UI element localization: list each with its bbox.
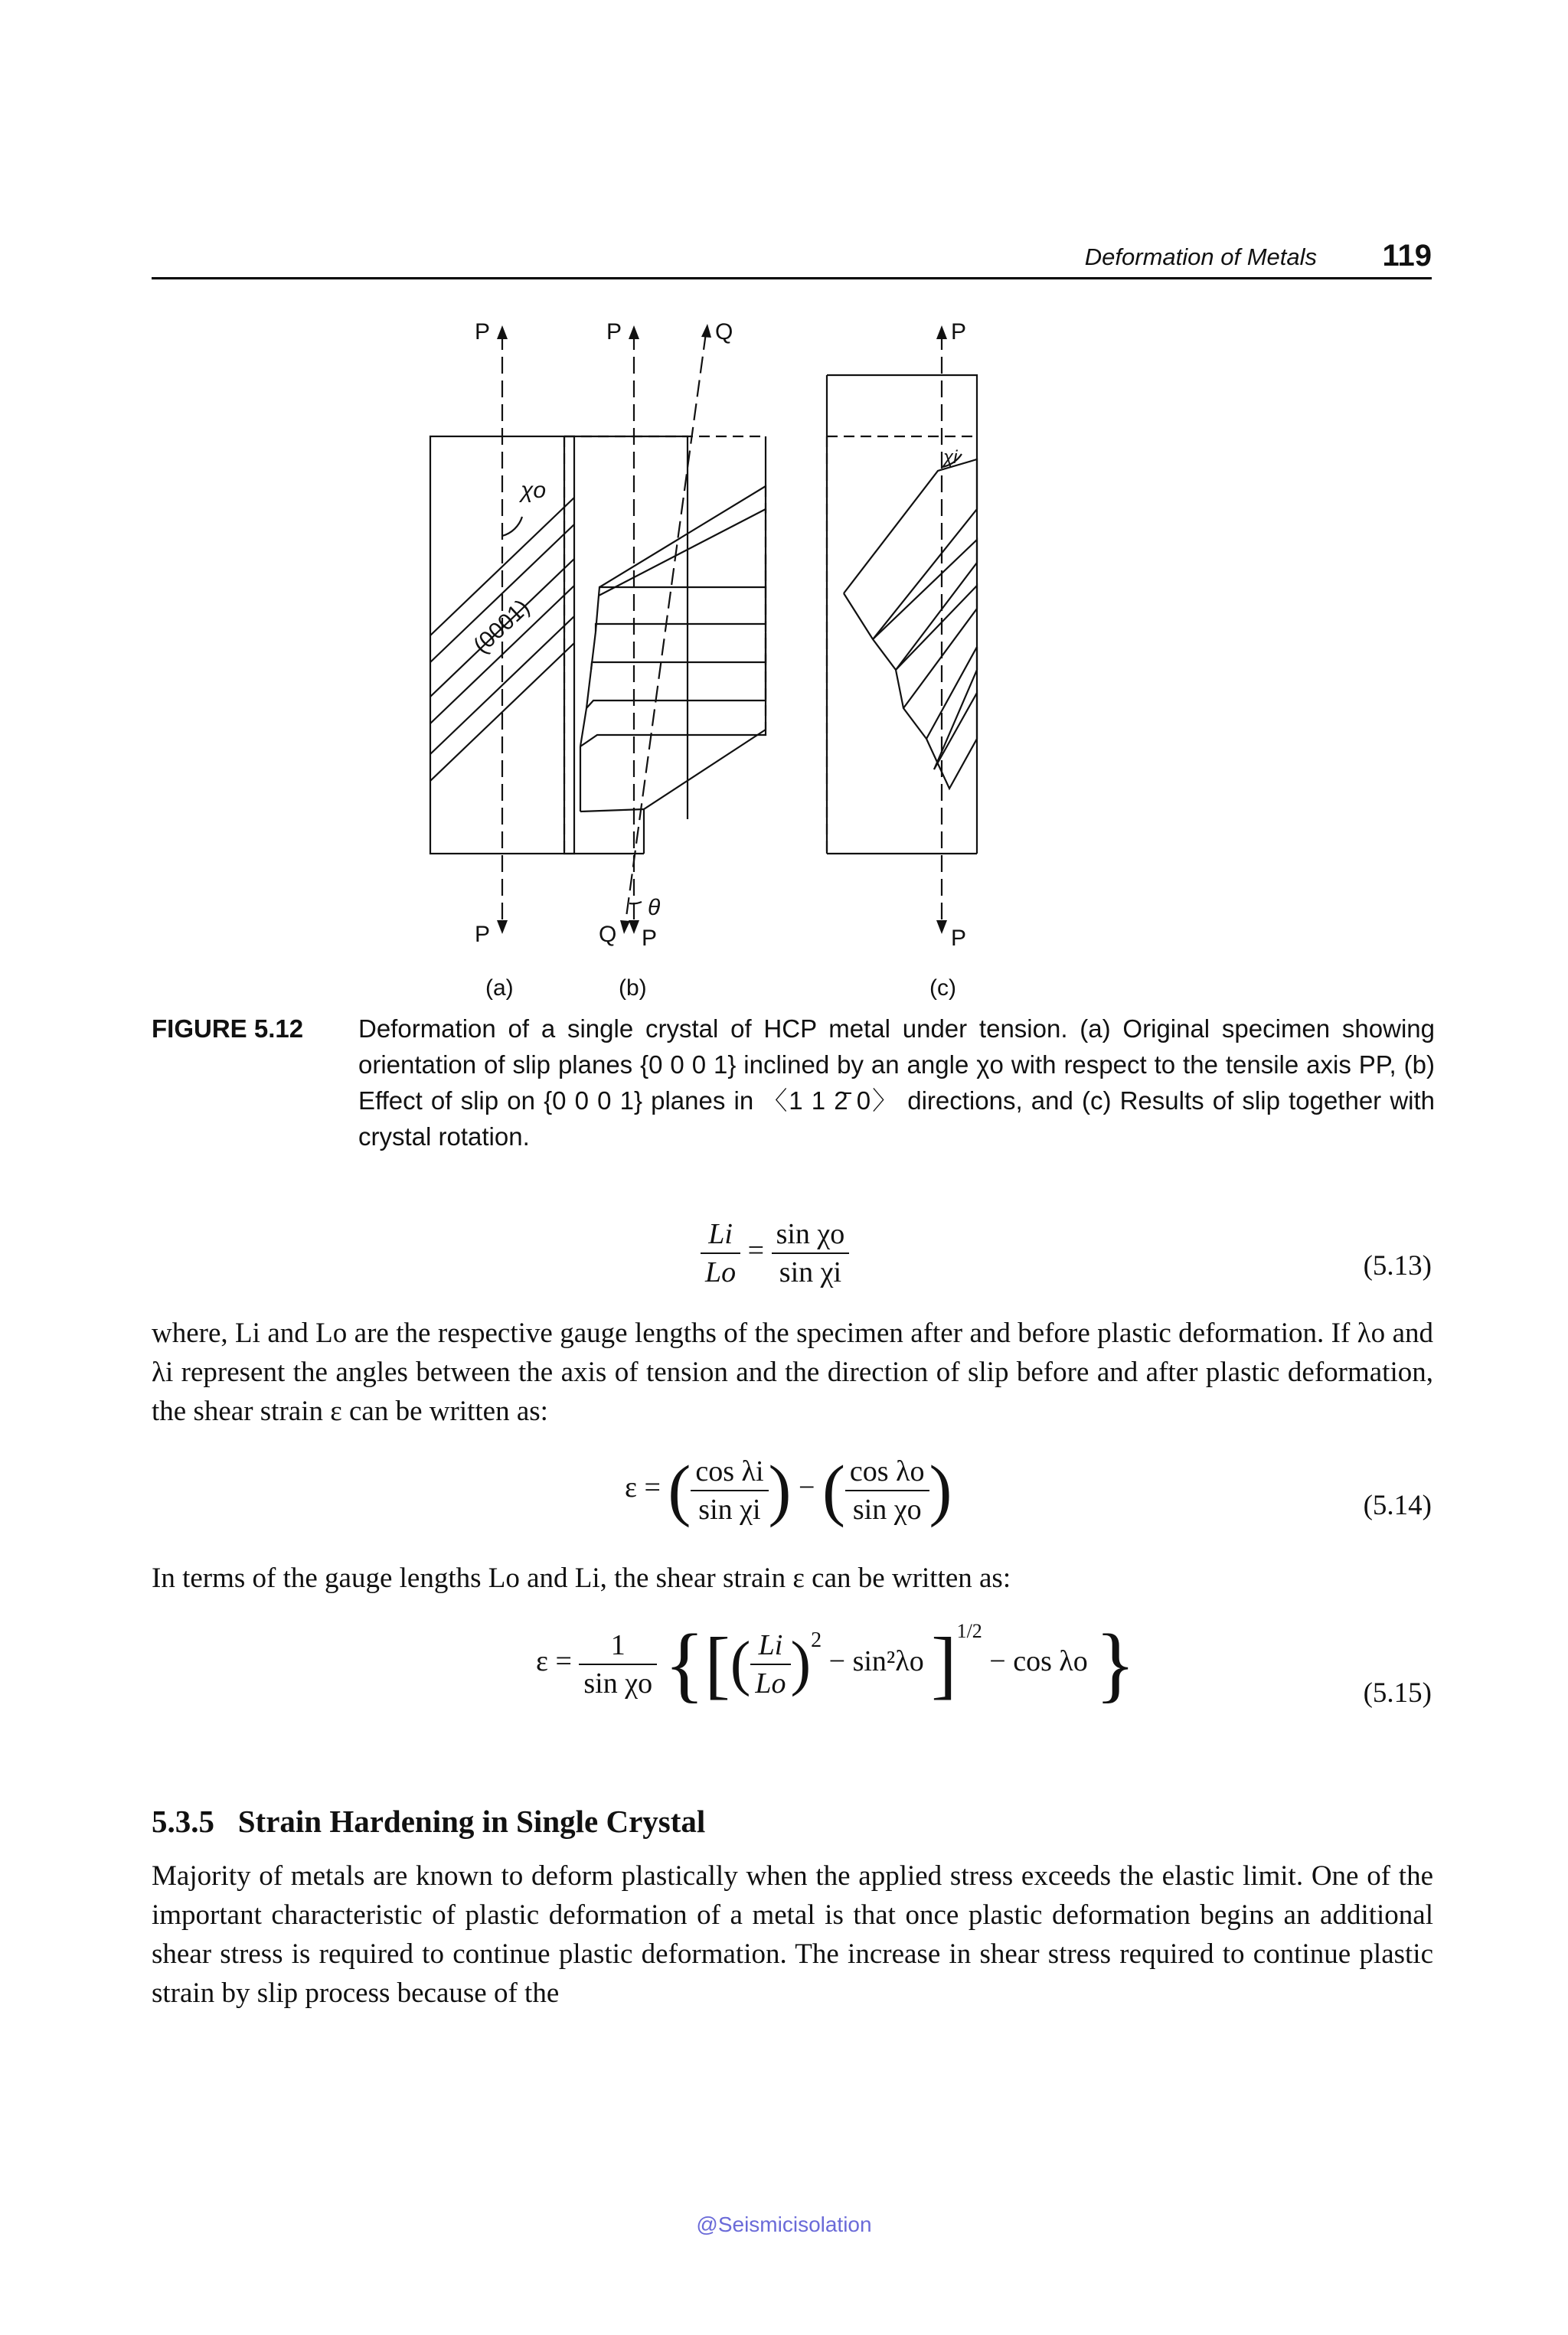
- panel-c-specimen: [827, 333, 977, 923]
- panel-label-a: (a): [485, 975, 514, 1001]
- p-label-a-bottom: P: [475, 922, 491, 947]
- paragraph-2: In terms of the gauge lengths Lo and Li, the shear strain ε can be written as:: [152, 1563, 1011, 1594]
- panel-label-b: (b): [619, 975, 647, 1001]
- q-label-b-top: Q: [715, 319, 733, 345]
- eq513-lhs: $\frac{Li}{Lo}$: [701, 1217, 740, 1289]
- equation-number-5-13: (5.13): [1363, 1250, 1432, 1282]
- p-label-a-top: P: [475, 319, 491, 345]
- eq514-term2: $\frac{\text{cos λo}}{\text{sin χo}}$: [845, 1455, 929, 1527]
- equation-5-13: $\frac{Li}{Lo}$ = $\frac{\text{sin χo}}{\text{sin χi}}$: [701, 1217, 849, 1289]
- equation-5-14: ε = ( $\frac{\text{cos λi}}{\text{sin χi}}$ ) − ( $\frac{\text{cos λo}}{\text{sin χo}}$ ): [625, 1452, 952, 1528]
- plane-label: (0001): [469, 594, 535, 659]
- caption-text: Deformation of a single crystal of HCP metal under tension. (a) Original specimen showing orientation of slip planes {0 0 0 1} inclined by an angle χo with respect to the tensile axis PP, (b) Effect of slip on {0 0 0 1} planes in 〈1 1 2̄ 0〉 directions, and (c) Results of slip together with crystal rotation.: [358, 1014, 1435, 1151]
- paragraph-3: Majority of metals are known to deform plastically when the applied stress exceeds the elastic limit. One of the important characteristic of plastic deformation of a metal is that once plastic deformation begins an additional shear stress is required to continue plastic deformation. The increase in shear stress required to continue plastic strain by slip process because of the: [152, 1860, 1433, 2009]
- page-number: 119: [1382, 239, 1432, 273]
- p-label-c-bottom: P: [951, 926, 967, 951]
- watermark: @Seismicisolation: [696, 2213, 872, 2236]
- p-label-c-top: P: [951, 319, 967, 345]
- equation-number-5-15: (5.15): [1363, 1677, 1432, 1709]
- equation-number-5-14: (5.14): [1363, 1490, 1432, 1521]
- panel-label-c: (c): [929, 975, 956, 1001]
- p-label-b-top: P: [606, 319, 622, 345]
- eq513-rhs: $\frac{\text{sin χo}}{\text{sin χi}}$: [772, 1217, 850, 1289]
- chi-o-label: χo: [521, 478, 547, 503]
- eq514-term1: $\frac{\text{cos λi}}{\text{sin χi}}$: [691, 1455, 768, 1527]
- equation-5-15: ε = $\frac{1}{\text{sin χo}}$ {[( $\frac{Li}{Lo}$ )$^2$ − sin²λo ]$^{1/2}$ − cos λo }: [536, 1617, 1136, 1710]
- eq515-factor: $\frac{1}{\text{sin χo}}$: [579, 1628, 657, 1700]
- q-label-b-bottom: Q: [599, 922, 617, 947]
- panel-b-specimen: [564, 333, 766, 923]
- eq515-ratio: $\frac{Li}{Lo}$: [750, 1628, 790, 1700]
- figure-5-12: [398, 310, 1179, 1007]
- running-title: Deformation of Metals: [1084, 243, 1317, 270]
- section-heading: 5.3.5 Strain Hardening in Single Crystal: [152, 1804, 706, 1839]
- theta-label: θ: [648, 895, 661, 920]
- p-label-b-bottom: P: [642, 926, 658, 951]
- running-header: [152, 239, 1432, 279]
- paragraph-1: where, Li and Lo are the respective gauge lengths of the specimen after and before plastic deformation. If λo and λi represent the angles between the axis of tension and the direction of slip before and after plastic deformation, the shear strain ε can be written as:: [152, 1318, 1433, 1427]
- caption-label: FIGURE 5.12: [152, 1014, 304, 1043]
- chi-i-label: χi: [943, 447, 958, 468]
